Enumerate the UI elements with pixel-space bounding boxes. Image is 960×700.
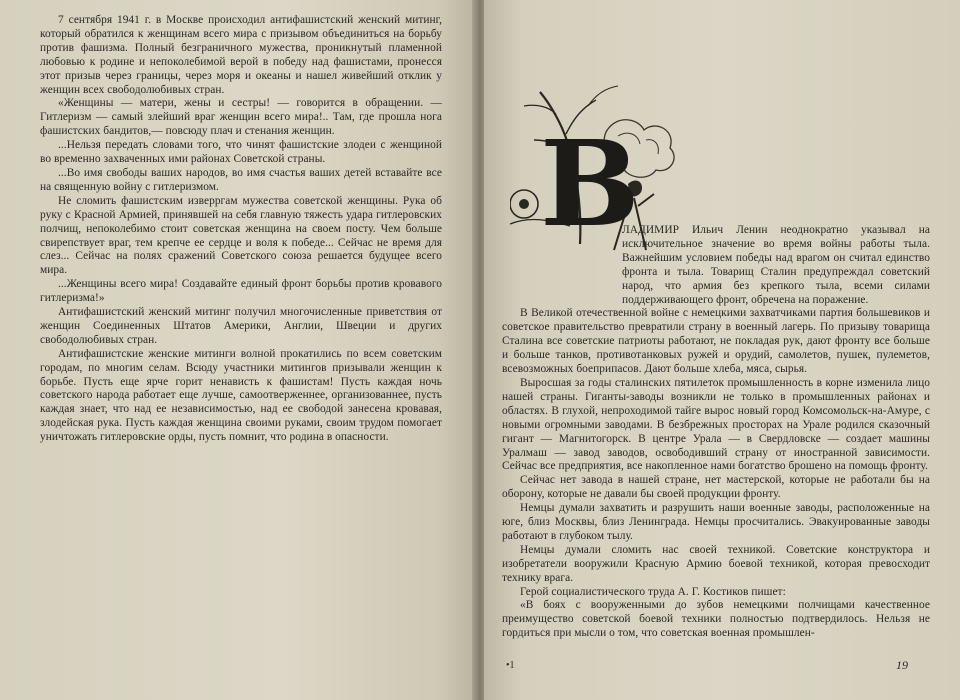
page-number: 19: [896, 658, 908, 672]
dropcap-letter: В: [540, 114, 640, 253]
left-page: [0, 0, 476, 700]
paragraph: Антифашистские женские митинги волной прокатились по всем советским городам, по многим селам. Всюду участники митингов призывали женщин к борьбе. Пусть еще ярче горит ненависть к фашистам! Пусть каждая ночь советского народа работает еще лучше, самоотверженнее, организованнее, пусть каждая знает, что над ее независимостью, над ее свободой занесена кровавая, злодейская рука. Пусть каждая женщина своими руками, своим трудом помогает уничтожать гитлеровские орды, пусть помнит, что родина в опасности.: [40, 347, 442, 444]
paragraph: Антифашистский женский митинг получил многочисленные приветствия от женщин Соединенных Штатов Америки, Англии, Швеции и других свободолюбивых стран.: [40, 306, 442, 346]
right-page-text: [502, 307, 930, 641]
lead-paragraph: ЛАДИМИР Ильич Ленин неоднократно указывал на исключительное значение во время войны работы тыла. Важнейшим условием победы над врагом он считал единство фронта и тыла. Товарищ Сталин предупреждал советский народ, что армия без крепкого тыла, всеми силами поддерживающего фронт, обречена на поражение.: [622, 224, 930, 306]
paragraph: Немцы думали захватить и разрушить наши военные заводы, расположенные на юге, близ Москвы, близ Ленинграда. Немцы просчитались. Эвакуированные заводы работают в глубоком тылу.: [502, 502, 930, 542]
paragraph: ...Нельзя передать словами того, что чинят фашистские злодеи с женщиной во временно захваченных ими районах Советской страны.: [40, 139, 442, 166]
paragraph: «Женщины — матери, жены и сестры! — говорится в обращении. — Гитлеризм — самый злейший враг женщин всего мира!.. Там, где прошла нога фашистских бандитов,— повсюду плач и стенания женщин.: [40, 97, 442, 138]
paragraph: Герой социалистического труда А. Г. Костиков пишет:: [520, 585, 786, 598]
left-page-text: [40, 14, 442, 445]
footer-mark: •1: [506, 660, 515, 671]
paragraph: Выросшая за годы сталинских пятилеток промышленность в корне изменила лицо нашей страны. Гиганты-заводы возникли не только в промышленных районах и областях. В глухой, непроходимой тайге вырос новый город Комсомольск-на-Амуре, с новыми огромными заводами. В безбрежных просторах на Урале родился сказочный гигант — Магнитогорск. В центре Урала — в Свердловске — создает машины Уралмаш — завод заводов, освободивший страну от иностранной зависимости. Сейчас все предприятия, все накопленное нами богатство брошено на помощь фронту.: [502, 376, 930, 473]
paragraph: 7 сентября 1941 г. в Москве происходил антифашистский женский митинг, который обратился к женщинам всего мира с призывом объединиться на борьбу против фашизма. Полный безграничного мужества, проникнутый пламенной любовью к родине и непоколебимой верой в победу над фашистами, пронесся этот призыв через границы, через моря и океаны и нашел живейший отклик у женщин всех свободолюбивых стран.: [40, 14, 442, 96]
paragraph: «В боях с вооруженными до зубов немецкими полчищами качественное преимущество советской боевой техники полностью подтвердилось. Нельзя не гордиться при мысли о том, что советская военная промышлен-: [502, 599, 930, 640]
right-page: [484, 0, 960, 700]
paragraph: ...Во имя свободы ваших народов, во имя счастья ваших детей вставайте все на священную войну с гитлеризмом.: [40, 166, 442, 193]
paragraph: ...Женщины всего мира! Создавайте единый фронт борьбы против кровавого гитлеризма!»: [40, 278, 442, 305]
paragraph: Немцы думали сломить нас своей техникой. Советские конструктора и изобретатели вооружили Красную Армию боевой техникой, которая превосходит технику врага.: [502, 543, 930, 584]
lead-paragraph-block: [622, 224, 930, 307]
dropcap-illustration-area: [502, 14, 930, 253]
paragraph: В Великой отечественной войне с немецкими захватчиками партия большевиков и советское правительство превратили страну в военный лагерь. По призыву товарища Сталина все советские патриоты работают, не покладая рук, дают фронту все больше и больше танков, противотанковых ружей и орудий, самолетов, пушек, пулеметов, всевозможных боеприпасов. Дают больше хлеба, мяса, сырья.: [502, 307, 930, 376]
paragraph: Не сломить фашистским изверргам мужества советской женщины. Рука об руку с Красной Армией, принявшей на себя главную тяжесть удара гитлеровских полчищ, непоколебимо стоит советская женщина на своем посту. Чем больше свирепствует враг, тем крепче ее сердце и воля к победе... Сейчас не время для слез... Сейчас на полях сражений Советского союза решается будущее всего мира.: [40, 194, 442, 277]
paragraph: Сейчас нет завода в нашей стране, нет мастерской, которые не работали бы на оборону, которые не давали бы своей продукции фронту.: [502, 474, 930, 501]
